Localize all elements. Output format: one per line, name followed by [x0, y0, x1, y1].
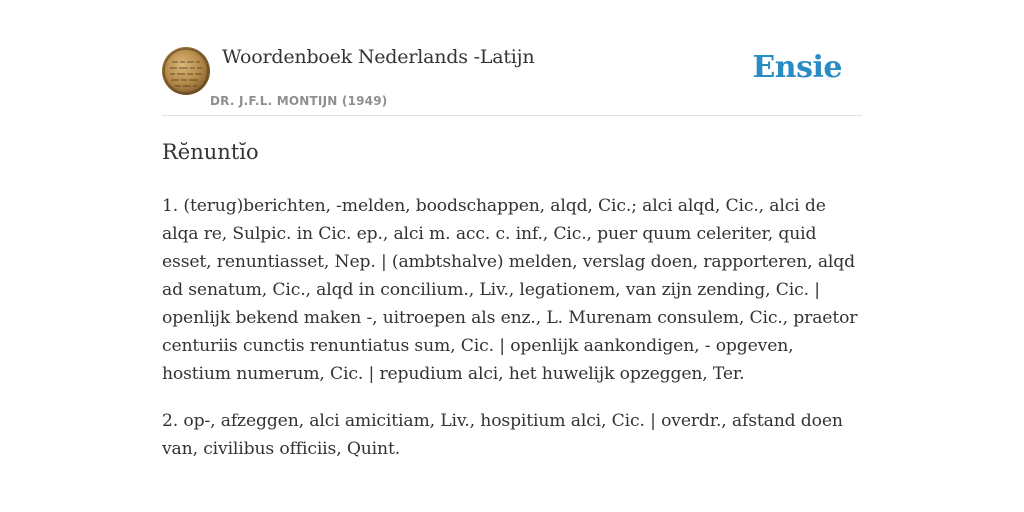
dictionary-header — [162, 0, 862, 116]
book-title[interactable]: Woordenboek Nederlands -Latijn — [222, 46, 535, 68]
entry-definition — [162, 192, 862, 482]
author-credit: DR. J.F.L. MONTIJN (1949) — [210, 94, 388, 108]
ensie-logo[interactable]: Ensie — [752, 50, 842, 85]
ancient-coin-icon[interactable] — [162, 47, 210, 95]
definition-paragraph-2: 2. op-, afzeggen, alci amicitiam, Liv., hospitium alci, Cic. | overdr., afstand doen van, civilibus officiis, Quint. — [162, 411, 843, 459]
page — [162, 0, 862, 512]
entry-title: Rĕnuntĭo — [162, 140, 259, 164]
definition-paragraph-1: 1. (terug)berichten, -melden, boodschappen, alqd, Cic.; alci alqd, Cic., alci de alqa re, Sulpic. in Cic. ep., alci m. acc. c. inf., Cic., puer quum celeriter, quid esset, renuntiasset, Nep. | (ambtshalve) melden, verslag doen, rapporteren, alqd ad senatum, Cic., alqd in concilium., Liv., legationem, van zijn zending, Cic. | openlijk bekend maken -, uitroepen als enz., L. Murenam consulem, Cic., praetor centuriis cunctis renuntiatus sum, Cic. | openlijk aankondigen, - opgeven, hostium numerum, Cic. | repudium alci, het huwelijk opzeggen, Ter. — [162, 196, 858, 384]
